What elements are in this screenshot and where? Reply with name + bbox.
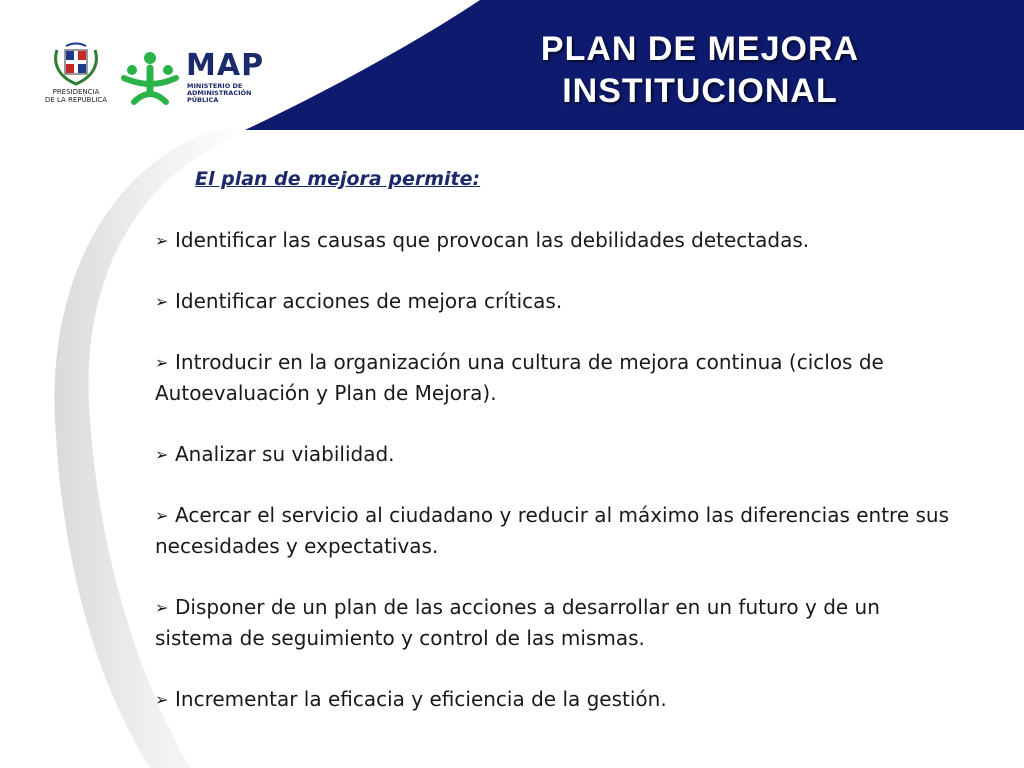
arrow-right-icon: ➢ bbox=[155, 292, 169, 311]
arrow-right-icon: ➢ bbox=[155, 353, 169, 372]
title-line-1: PLAN DE MEJORA bbox=[540, 30, 860, 68]
bullet-list bbox=[155, 225, 955, 745]
slide-title bbox=[470, 28, 930, 112]
map-logo bbox=[120, 50, 280, 110]
arrow-right-icon: ➢ bbox=[155, 598, 169, 617]
list-item: ➢ Acercar el servicio al ciudadano y reducir al máximo las diferencias entre sus necesidades y expectativas. bbox=[155, 500, 955, 562]
content-subtitle: El plan de mejora permite: bbox=[195, 168, 481, 190]
map-subtitle: MINISTERIO DE ADMINISTRACIÓN PÚBLICA bbox=[187, 82, 252, 104]
arrow-right-icon: ➢ bbox=[155, 231, 169, 250]
list-item: ➢ Identificar las causas que provocan las debilidades detectadas. bbox=[155, 225, 955, 256]
list-item: ➢ Disponer de un plan de las acciones a desarrollar en un futuro y de un sistema de seguimiento y control de las mismas. bbox=[155, 592, 955, 654]
people-icon bbox=[120, 50, 180, 106]
arrow-right-icon: ➢ bbox=[155, 506, 169, 525]
list-item: ➢ Identificar acciones de mejora críticas. bbox=[155, 286, 955, 317]
list-item: ➢ Incrementar la eficacia y eficiencia de la gestión. bbox=[155, 684, 955, 715]
presidencia-logo bbox=[40, 42, 112, 104]
title-line-2: INSTITUCIONAL bbox=[562, 72, 838, 110]
map-wordmark: MAP bbox=[186, 48, 265, 83]
arrow-right-icon: ➢ bbox=[155, 445, 169, 464]
arrow-right-icon: ➢ bbox=[155, 690, 169, 709]
presidencia-text: PRESIDENCIA DE LA REPÚBLICA bbox=[44, 88, 108, 104]
list-item: ➢ Introducir en la organización una cultura de mejora continua (ciclos de Autoevaluación y Plan de Mejora). bbox=[155, 347, 955, 409]
coat-of-arms-icon bbox=[51, 42, 101, 86]
list-item: ➢ Analizar su viabilidad. bbox=[155, 439, 955, 470]
